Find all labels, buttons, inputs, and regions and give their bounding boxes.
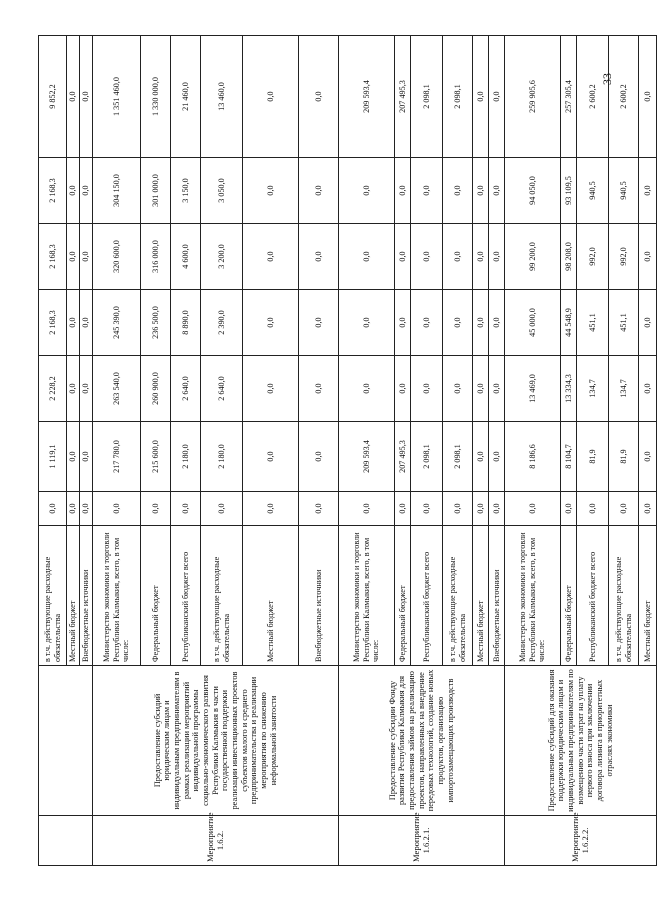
- amount-cell: 236 500,0: [141, 290, 171, 356]
- amount-cell: 0,0: [489, 224, 505, 290]
- amount-cell: 301 000,0: [141, 158, 171, 224]
- amount-cell: 992,0: [577, 224, 609, 290]
- funding-source: в т.ч. действующие расходные обязательства: [201, 526, 243, 666]
- funding-source: Внебюджетные источники: [299, 526, 339, 666]
- funding-source: Местный бюджет: [473, 526, 489, 666]
- activity-description: Предоставление субсидии Фонду развития Республики Калмыкия для предоставления займов на реализацию проектов, направленных на внедрение передовых технологий, создание новых продуктов, организацию импортозамещающих производств: [339, 666, 505, 816]
- amount-cell: 2 168,3: [39, 290, 67, 356]
- amount-cell: 99 200,0: [505, 224, 561, 290]
- amount-cell: 0,0: [443, 290, 473, 356]
- amount-cell: 1 119,1: [39, 422, 67, 492]
- amount-cell: 0,0: [171, 492, 201, 526]
- amount-cell: 0,0: [473, 422, 489, 492]
- funding-source: Министерство экономики и торговли Республики Калмыкия, всего, в том числе:: [505, 526, 561, 666]
- amount-cell: 0,0: [505, 492, 561, 526]
- funding-source: Местный бюджет: [243, 526, 299, 666]
- amount-cell: 0,0: [201, 492, 243, 526]
- funding-source: Местный бюджет: [639, 526, 657, 666]
- amount-cell: 2 168,3: [39, 224, 67, 290]
- amount-cell: 0,0: [489, 158, 505, 224]
- activity-label: Мероприятие 1.6.2.2.: [505, 816, 657, 866]
- amount-cell: 0,0: [395, 356, 411, 422]
- funding-source: Местный бюджет: [67, 526, 80, 666]
- amount-cell: 0,0: [243, 224, 299, 290]
- amount-cell: 0,0: [339, 158, 395, 224]
- amount-cell: 134,7: [577, 356, 609, 422]
- budget-table: [38, 35, 657, 866]
- page-number: 33: [600, 73, 614, 85]
- amount-cell: 320 600,0: [93, 224, 141, 290]
- amount-cell: 0,0: [639, 158, 657, 224]
- amount-cell: 207 495,3: [395, 36, 411, 158]
- amount-cell: 259 905,6: [505, 36, 561, 158]
- funding-source: Федеральный бюджет: [561, 526, 577, 666]
- table-row: [505, 36, 561, 866]
- amount-cell: 0,0: [243, 422, 299, 492]
- amount-cell: 45 000,0: [505, 290, 561, 356]
- amount-cell: 134,7: [609, 356, 639, 422]
- amount-cell: 0,0: [80, 158, 93, 224]
- amount-cell: 0,0: [299, 356, 339, 422]
- amount-cell: 0,0: [473, 290, 489, 356]
- amount-cell: 940,5: [577, 158, 609, 224]
- amount-cell: 0,0: [39, 492, 67, 526]
- amount-cell: 0,0: [489, 36, 505, 158]
- amount-cell: 0,0: [639, 224, 657, 290]
- amount-cell: 0,0: [411, 356, 443, 422]
- amount-cell: 0,0: [639, 290, 657, 356]
- amount-cell: 0,0: [443, 224, 473, 290]
- amount-cell: 0,0: [473, 224, 489, 290]
- amount-cell: 0,0: [639, 356, 657, 422]
- amount-cell: 992,0: [609, 224, 639, 290]
- table-row: [39, 36, 67, 866]
- amount-cell: 0,0: [473, 36, 489, 158]
- funding-source: Республиканский бюджет всего: [577, 526, 609, 666]
- amount-cell: 0,0: [395, 158, 411, 224]
- amount-cell: 451,1: [609, 290, 639, 356]
- amount-cell: 13 334,3: [561, 356, 577, 422]
- amount-cell: 0,0: [411, 224, 443, 290]
- table-row: [93, 36, 141, 866]
- amount-cell: 0,0: [67, 422, 80, 492]
- amount-cell: 0,0: [80, 422, 93, 492]
- amount-cell: 0,0: [473, 356, 489, 422]
- amount-cell: 0,0: [473, 158, 489, 224]
- amount-cell: 2 098,1: [411, 36, 443, 158]
- amount-cell: 0,0: [443, 158, 473, 224]
- amount-cell: 0,0: [67, 290, 80, 356]
- amount-cell: 81,9: [609, 422, 639, 492]
- activity-label: [39, 816, 93, 866]
- amount-cell: 0,0: [489, 356, 505, 422]
- amount-cell: 0,0: [243, 36, 299, 158]
- amount-cell: 0,0: [93, 492, 141, 526]
- amount-cell: 4 600,0: [171, 224, 201, 290]
- funding-source: Министерство экономики и торговли Республики Калмыкия, всего, в том числе:: [93, 526, 141, 666]
- amount-cell: 0,0: [67, 492, 80, 526]
- amount-cell: 81,9: [577, 422, 609, 492]
- amount-cell: 2 098,1: [443, 36, 473, 158]
- amount-cell: 0,0: [639, 492, 657, 526]
- amount-cell: 0,0: [243, 356, 299, 422]
- amount-cell: 1 351 460,0: [93, 36, 141, 158]
- amount-cell: 2 640,0: [171, 356, 201, 422]
- activity-description: Предоставление субсидий для оказания поддержки юридическим лицам и индивидуальным предпринимателям по возмещению части затрат на уплату первого взноса при заключении договора лизинга в приоритетных отраслях экономики: [505, 666, 657, 816]
- amount-cell: 0,0: [411, 492, 443, 526]
- amount-cell: 245 390,0: [93, 290, 141, 356]
- amount-cell: 0,0: [67, 356, 80, 422]
- amount-cell: 304 150,0: [93, 158, 141, 224]
- amount-cell: 3 200,0: [201, 224, 243, 290]
- amount-cell: 0,0: [561, 492, 577, 526]
- amount-cell: 0,0: [639, 422, 657, 492]
- amount-cell: 3 150,0: [171, 158, 201, 224]
- amount-cell: 316 000,0: [141, 224, 171, 290]
- amount-cell: 2 640,0: [201, 356, 243, 422]
- amount-cell: 0,0: [489, 290, 505, 356]
- amount-cell: 93 109,5: [561, 158, 577, 224]
- amount-cell: 0,0: [67, 36, 80, 158]
- funding-source: в т.ч. действующие расходные обязательства: [609, 526, 639, 666]
- funding-source: Внебюджетные источники: [80, 526, 93, 666]
- amount-cell: 0,0: [80, 224, 93, 290]
- amount-cell: 0,0: [80, 290, 93, 356]
- amount-cell: 44 548,9: [561, 290, 577, 356]
- amount-cell: 215 600,0: [141, 422, 171, 492]
- amount-cell: 0,0: [67, 158, 80, 224]
- amount-cell: 260 900,0: [141, 356, 171, 422]
- amount-cell: 0,0: [299, 492, 339, 526]
- funding-source: Министерство экономики и торговли Республики Калмыкия, всего, в том числе:: [339, 526, 395, 666]
- amount-cell: 207 495,3: [395, 422, 411, 492]
- amount-cell: 0,0: [299, 422, 339, 492]
- amount-cell: 0,0: [395, 290, 411, 356]
- amount-cell: 13 469,0: [505, 356, 561, 422]
- amount-cell: 0,0: [395, 492, 411, 526]
- amount-cell: 8 104,7: [561, 422, 577, 492]
- activity-label: Мероприятие 1.6.2.1.: [339, 816, 505, 866]
- amount-cell: 8 186,6: [505, 422, 561, 492]
- amount-cell: 0,0: [339, 224, 395, 290]
- amount-cell: 263 540,0: [93, 356, 141, 422]
- amount-cell: 2 228,2: [39, 356, 67, 422]
- amount-cell: 0,0: [141, 492, 171, 526]
- amount-cell: 940,5: [609, 158, 639, 224]
- amount-cell: 1 330 000,0: [141, 36, 171, 158]
- amount-cell: 0,0: [243, 158, 299, 224]
- amount-cell: 0,0: [299, 158, 339, 224]
- amount-cell: 0,0: [443, 356, 473, 422]
- amount-cell: 451,1: [577, 290, 609, 356]
- activity-description: Предоставление субсидий юридическим лицам и индивидуальным предпринимателям в рамках реализации мероприятий индивидуальной программы социально-экономического развития Республики Калмыкия в части государственной поддержки реализации инвестиционных проектов субъектов малого и среднего предпринимательства и реализации мероприятия по снижению неформальной занятости: [93, 666, 339, 816]
- amount-cell: 0,0: [67, 224, 80, 290]
- amount-cell: 2 180,0: [171, 422, 201, 492]
- amount-cell: 21 460,0: [171, 36, 201, 158]
- amount-cell: 8 890,0: [171, 290, 201, 356]
- amount-cell: 0,0: [299, 290, 339, 356]
- amount-cell: 0,0: [243, 492, 299, 526]
- table-row: [339, 36, 395, 866]
- amount-cell: 0,0: [339, 492, 395, 526]
- amount-cell: 0,0: [299, 36, 339, 158]
- funding-source: Федеральный бюджет: [395, 526, 411, 666]
- amount-cell: 0,0: [411, 158, 443, 224]
- amount-cell: 2 390,0: [201, 290, 243, 356]
- amount-cell: 98 208,0: [561, 224, 577, 290]
- amount-cell: 2 180,0: [201, 422, 243, 492]
- amount-cell: 0,0: [339, 356, 395, 422]
- amount-cell: 217 780,0: [93, 422, 141, 492]
- funding-source: в т.ч. действующие расходные обязательства: [39, 526, 67, 666]
- funding-source: Внебюджетные источники: [489, 526, 505, 666]
- activity-label: Мероприятие 1.6.2.: [93, 816, 339, 866]
- amount-cell: 2 600,2: [609, 36, 639, 158]
- funding-source: Республиканский бюджет всего: [411, 526, 443, 666]
- amount-cell: 0,0: [80, 36, 93, 158]
- funding-source: в т.ч. действующие расходные обязательства: [443, 526, 473, 666]
- amount-cell: 2 098,1: [411, 422, 443, 492]
- amount-cell: 0,0: [411, 290, 443, 356]
- amount-cell: 0,0: [443, 492, 473, 526]
- amount-cell: 209 593,4: [339, 422, 395, 492]
- amount-cell: 257 305,4: [561, 36, 577, 158]
- amount-cell: 0,0: [80, 356, 93, 422]
- amount-cell: 2 600,2: [577, 36, 609, 158]
- amount-cell: 3 050,0: [201, 158, 243, 224]
- amount-cell: 13 460,0: [201, 36, 243, 158]
- rotated-table-container: [38, 36, 652, 866]
- amount-cell: 0,0: [243, 290, 299, 356]
- table-body: [39, 36, 657, 866]
- amount-cell: 0,0: [299, 224, 339, 290]
- amount-cell: 0,0: [489, 422, 505, 492]
- amount-cell: 209 593,4: [339, 36, 395, 158]
- amount-cell: 0,0: [639, 36, 657, 158]
- amount-cell: 0,0: [473, 492, 489, 526]
- amount-cell: 0,0: [577, 492, 609, 526]
- amount-cell: 0,0: [395, 224, 411, 290]
- amount-cell: 0,0: [339, 290, 395, 356]
- funding-source: Федеральный бюджет: [141, 526, 171, 666]
- activity-description: [39, 666, 93, 816]
- amount-cell: 94 050,0: [505, 158, 561, 224]
- funding-source: Республиканский бюджет всего: [171, 526, 201, 666]
- amount-cell: 0,0: [80, 492, 93, 526]
- amount-cell: 0,0: [489, 492, 505, 526]
- amount-cell: 2 098,1: [443, 422, 473, 492]
- amount-cell: 2 168,3: [39, 158, 67, 224]
- amount-cell: 0,0: [609, 492, 639, 526]
- amount-cell: 9 852,2: [39, 36, 67, 158]
